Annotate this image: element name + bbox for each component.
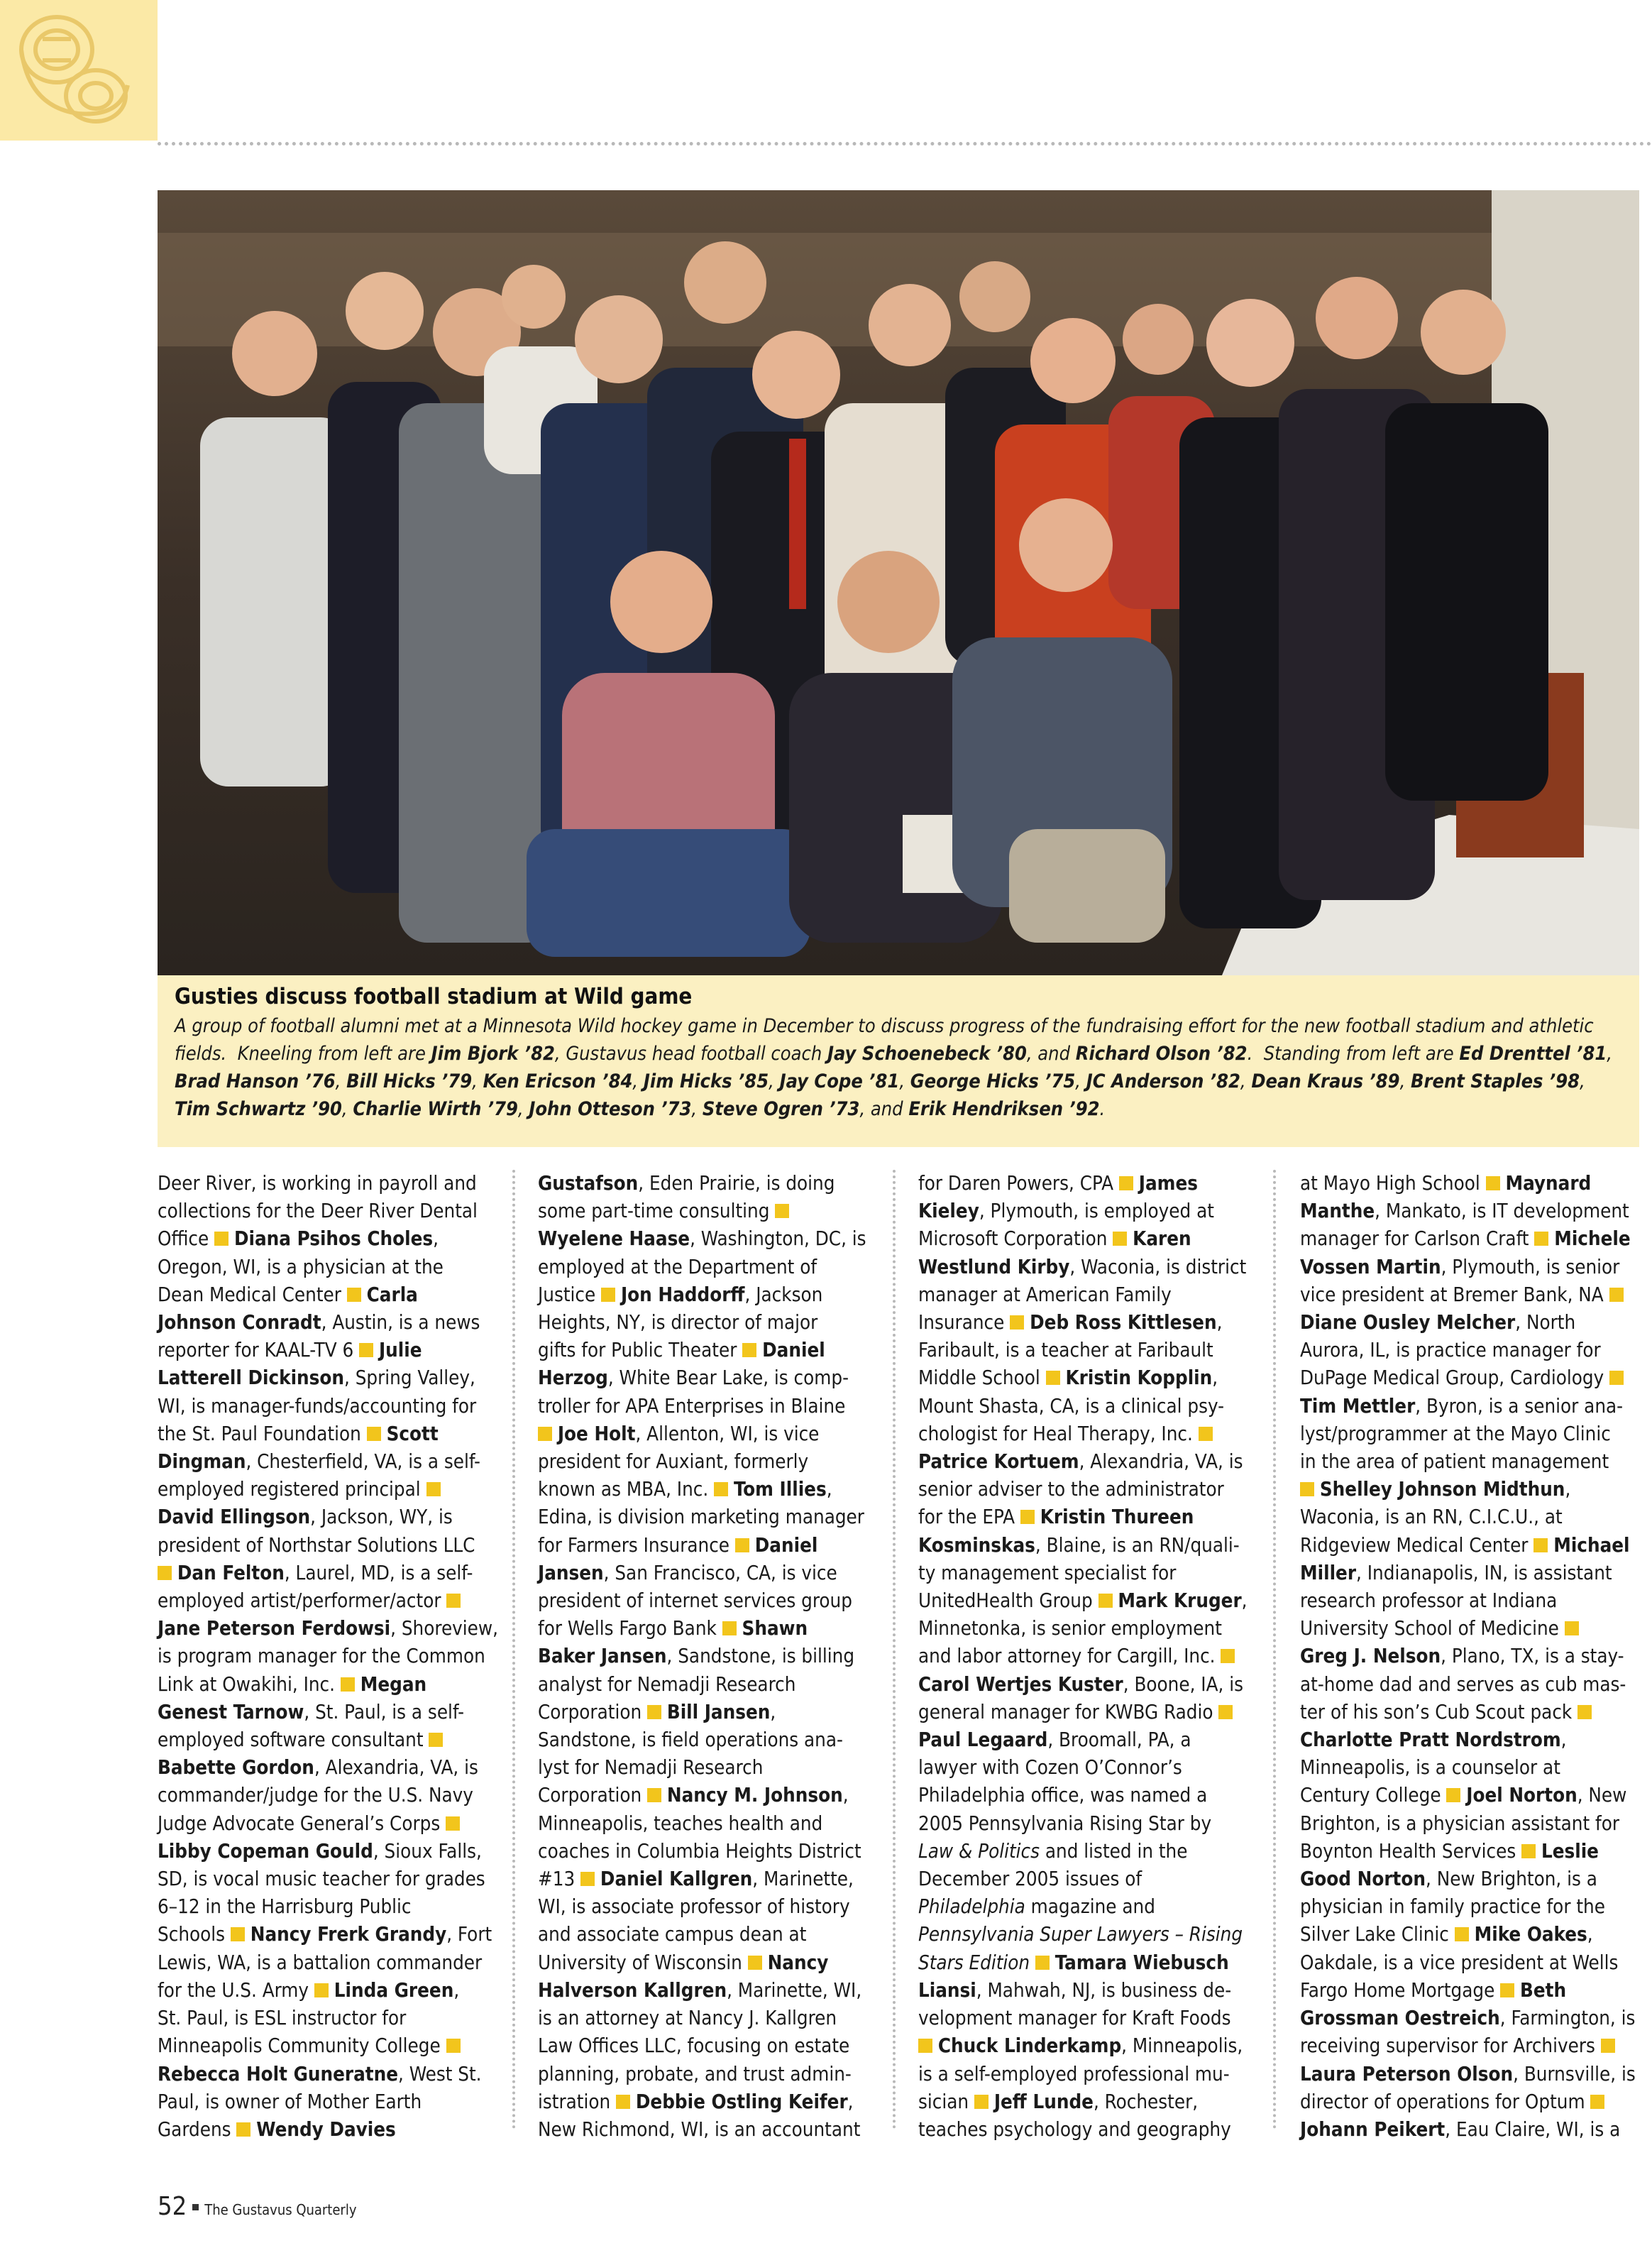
column-line: employed software consultant [158,1726,487,1754]
column-line: Sandstone, is field operations ana- [538,1728,843,1752]
column-line: Ridgeview Medical Center Michael [1300,1533,1630,1557]
yellow-square-bullet-icon [359,1343,373,1357]
column-line: WI, is manager-funds/accounting for [158,1394,477,1418]
column-line: Libby Copeman Gould, Sioux Falls, [158,1839,482,1863]
column-line: ty management specialist for [918,1561,1177,1584]
column-line: Baker Jansen, Sandstone, is billing [538,1645,855,1668]
column-line: Jane Peterson Ferdowsi, Shoreview, [158,1617,498,1640]
column-line: employed registered principal [158,1476,487,1503]
yellow-square-bullet-icon [1577,1705,1592,1719]
yellow-square-bullet-icon [1609,1288,1624,1302]
column-line: Law Offices LLC, focusing on estate [538,2034,850,2058]
column-line: Liansi, Mahwah, NJ, is business de- [918,1978,1232,2002]
column-line: Philadelphia magazine and [918,1895,1155,1919]
yellow-square-bullet-icon [775,1204,789,1218]
column-line: president of internet services group [538,1589,852,1613]
column-line: Chuck Linderkamp, Minneapolis, [918,2032,1248,2060]
page-folio [158,2192,356,2221]
column-line: Greg J. Nelson, Plano, TX, is a stay- [1300,1645,1624,1668]
column-line: Law & Politics and listed in the [918,1839,1188,1863]
column-line: Joe Holt, Allenton, WI, is vice [538,1420,867,1448]
column-line: Good Norton, New Brighton, is a [1300,1868,1597,1891]
column-line: analyst for Nemadji Research [538,1672,796,1696]
yellow-square-bullet-icon [1119,1176,1133,1190]
yellow-square-bullet-icon [1455,1927,1469,1941]
column-line: Manthe, Mankato, is IT development [1300,1200,1629,1223]
yellow-square-bullet-icon [214,1232,228,1246]
column-line: Link at Owakihi, Inc. Megan [158,1672,427,1696]
column-line: Gustafson, Eden Prairie, is doing [538,1172,835,1195]
yellow-square-bullet-icon [1098,1594,1113,1608]
text-column-4 [1300,1170,1636,2144]
yellow-square-bullet-icon [446,1594,461,1608]
yellow-square-bullet-icon [1521,1844,1536,1858]
folio-bullet [192,2204,199,2210]
yellow-square-bullet-icon [1590,2095,1604,2109]
column-line: Middle School Kristin Kopplin, [918,1366,1218,1390]
column-line: lyst/programmer at the Mayo Clinic [1300,1422,1611,1445]
column-line: in the area of patient management [1300,1450,1609,1474]
caption-body: A group of football alumni met at a Minnesota Wild hockey game in December to discuss progress of the fundraising effort for the new football stadium and athletic fields. Kneeling from left are Jim Bjork ’82, Gustavus head football coach Jay Schoenebeck ’80, and Richard Olson ’82. Standing from left are Ed Drenttel ’81, Brad Hanson ’76, Bill Hicks ’79, Ken Ericson ’84, Jim Hicks ’85, Jay Cope ’81, George Hicks ’75, JC Anderson ’82, Dean Kraus ’89, Brent Staples ’98, Tim Schwartz ’90, Charlie Wirth ’79, John Otteson ’73, Steve Ogren ’73, and Erik Hendriksen ’92. [175,1015,1613,1120]
column-line: Tim Mettler, Byron, is a senior ana- [1300,1394,1624,1418]
yellow-square-bullet-icon [1046,1371,1060,1385]
yellow-square-bullet-icon [446,2039,461,2053]
column-line: 6–12 in the Harrisburg Public [158,1895,412,1919]
column-line: manager for Carlson Craft Michele [1300,1227,1631,1251]
column-line: St. Paul, is ESL instructor for [158,2007,407,2030]
yellow-square-bullet-icon [647,1705,661,1719]
column-line: Faribault, is a teacher at Faribault [918,1339,1213,1362]
column-line: University School of Medicine [1300,1615,1629,1643]
column-line: known as MBA, Inc. Tom Illies, [538,1478,832,1501]
column-line: Silver Lake Clinic Mike Oakes, [1300,1923,1593,1946]
column-line: Paul Legaard, Broomall, PA, a [918,1728,1191,1752]
photo-caption [158,975,1639,1147]
column-line: planning, probate, and trust admin- [538,2062,852,2085]
header-dotted-rule [158,142,1652,146]
column-line: is an attorney at Nancy J. Kallgren [538,2007,837,2030]
column-separator [512,1170,515,2129]
yellow-square-bullet-icon [1035,1956,1050,1970]
yellow-square-bullet-icon [748,1956,762,1970]
column-line: physician in family practice for the [1300,1895,1605,1919]
yellow-square-bullet-icon [1020,1510,1035,1524]
yellow-square-bullet-icon [236,2122,250,2137]
column-line: 2005 Pennsylvania Rising Star by [918,1811,1212,1835]
yellow-square-bullet-icon [158,1566,172,1580]
column-line: Minneapolis, is a counselor at [1300,1756,1560,1780]
column-line: for the EPA Kristin Thureen [918,1506,1194,1529]
column-line: Genest Tarnow, St. Paul, is a self- [158,1700,465,1723]
yellow-square-bullet-icon [974,2095,989,2109]
logo-tab [0,0,158,141]
column-line: Vossen Martin, Plymouth, is senior [1300,1255,1620,1278]
column-line: Dingman, Chesterfield, VA, is a self- [158,1450,480,1474]
column-line: UnitedHealth Group Mark Kruger, [918,1589,1248,1613]
column-line: general manager for KWBG Radio [918,1699,1248,1726]
yellow-square-bullet-icon [580,1872,595,1886]
column-line: Jansen, San Francisco, CA, is vice [538,1561,837,1584]
column-line: Halverson Kallgren, Marinette, WI, [538,1978,862,2002]
column-line: the St. Paul Foundation Scott [158,1422,439,1445]
column-line: istration Debbie Ostling Keifer, [538,2090,854,2113]
column-line: ter of his son’s Cub Scout pack [1300,1699,1629,1726]
column-line: Pennsylvania Super Lawyers – Rising [918,1923,1243,1946]
column-line: gifts for Public Theater Daniel [538,1339,825,1362]
yellow-square-bullet-icon [1218,1705,1233,1719]
column-line: Lewis, WA, is a battalion commander [158,1951,483,1974]
column-line: Johnson Conradt, Austin, is a news [158,1311,480,1334]
yellow-square-bullet-icon [231,1927,245,1941]
column-line: Edina, is division marketing manager [538,1506,864,1529]
column-line: Diane Ousley Melcher, North [1300,1311,1576,1334]
column-line: Dan Felton, Laurel, MD, is a self- [158,1559,487,1587]
column-line: Kieley, Plymouth, is employed at [918,1200,1214,1223]
yellow-square-bullet-icon [1500,1983,1514,1997]
column-line: Johann Peikert, Eau Claire, WI, is a [1300,2117,1621,2141]
column-line: Patrice Kortuem, Alexandria, VA, is [918,1450,1243,1474]
column-line: Justice Jon Haddorff, Jackson [538,1283,823,1306]
column-line: Herzog, White Bear Lake, is comp- [538,1366,849,1390]
yellow-square-bullet-icon [429,1733,443,1747]
column-line: lawyer with Cozen O’Connor’s [918,1756,1182,1780]
text-column-1 [158,1170,498,2144]
yellow-square-bullet-icon [347,1288,361,1302]
class-ring-icon [0,0,158,141]
column-line: Century College Joel Norton, New [1300,1784,1627,1807]
column-line: collections for the Deer River Dental [158,1200,478,1223]
column-separator [893,1170,896,2129]
column-line: December 2005 issues of [918,1868,1142,1891]
column-line: David Ellingson, Jackson, WY, is [158,1506,453,1529]
page-number: 52 [158,2192,187,2221]
column-line: employed artist/performer/actor [158,1587,487,1615]
yellow-square-bullet-icon [616,2095,630,2109]
column-line: Stars Edition Tamara Wiebusch [918,1951,1229,1974]
column-line: for Farmers Insurance Daniel [538,1533,818,1557]
column-line: teaches psychology and geography [918,2117,1231,2141]
column-line: Corporation Nancy M. Johnson, [538,1784,849,1807]
column-line: commander/judge for the U.S. Navy [158,1784,473,1807]
column-line: receiving supervisor for Archivers [1300,2032,1629,2060]
column-line: for the U.S. Army Linda Green, [158,1978,460,2002]
column-line: president of Northstar Solutions LLC [158,1533,475,1557]
column-line: Carol Wertjes Kuster, Boone, IA, is [918,1672,1243,1696]
yellow-square-bullet-icon [647,1788,661,1802]
yellow-square-bullet-icon [714,1482,728,1496]
publication-name: The Gustavus Quarterly [204,2201,357,2218]
yellow-square-bullet-icon [1113,1232,1127,1246]
yellow-square-bullet-icon [601,1288,615,1302]
column-line: director of operations for Optum [1300,2088,1629,2116]
yellow-square-bullet-icon [341,1677,355,1692]
yellow-square-bullet-icon [918,2039,932,2053]
column-line: Grossman Oestreich, Farmington, is [1300,2007,1636,2030]
column-line: Office Diana Psihos Choles, [158,1227,439,1251]
column-line: New Richmond, WI, is an accountant [538,2117,861,2141]
column-line: manager at American Family [918,1283,1172,1306]
column-line: some part-time consulting [538,1197,867,1225]
column-line: Minneapolis, teaches health and [538,1811,823,1835]
group-photo [158,190,1639,975]
yellow-square-bullet-icon [1300,1482,1314,1496]
column-line: at-home dad and serves as cub mas- [1300,1672,1626,1696]
yellow-square-bullet-icon [538,1427,552,1441]
yellow-square-bullet-icon [722,1621,737,1635]
column-separator [1273,1170,1276,2129]
text-column-3 [918,1170,1248,2144]
column-line: chologist for Heal Therapy, Inc. [918,1420,1248,1448]
column-line: Westlund Kirby, Waconia, is district [918,1255,1247,1278]
column-line: Dean Medical Center Carla [158,1283,418,1306]
yellow-square-bullet-icon [1565,1621,1579,1635]
column-line: for Daren Powers, CPA James [918,1172,1198,1195]
column-line: Charlotte Pratt Nordstrom, [1300,1728,1567,1752]
column-line: and labor attorney for Cargill, Inc. [918,1643,1248,1670]
column-line: lyst for Nemadji Research [538,1756,764,1780]
column-line: is a self-employed professional mu- [918,2062,1230,2085]
yellow-square-bullet-icon [1199,1427,1213,1441]
column-line: senior adviser to the administrator [918,1478,1224,1501]
yellow-square-bullet-icon [314,1983,329,1997]
photo-illustration [158,190,1639,975]
column-line: Oregon, WI, is a physician at the [158,1255,444,1278]
column-line: vice president at Bremer Bank, NA [1300,1281,1629,1309]
yellow-square-bullet-icon [367,1427,381,1441]
column-line: Waconia, is an RN, C.I.C.U., at [1300,1506,1563,1529]
column-line: Corporation Bill Jansen, [538,1700,776,1723]
yellow-square-bullet-icon [735,1538,749,1552]
column-line: Kosminskas, Blaine, is an RN/quali- [918,1533,1240,1557]
column-line: Philadelphia office, was named a [918,1784,1208,1807]
column-line: velopment manager for Kraft Foods [918,2007,1231,2030]
column-line: Heights, NY, is director of major [538,1311,818,1334]
yellow-square-bullet-icon [1486,1176,1500,1190]
column-line: Shelley Johnson Midthun, [1300,1476,1629,1503]
column-line: troller for APA Enterprises in Blaine [538,1394,846,1418]
column-line: Brighton, is a physician assistant for [1300,1811,1620,1835]
column-line: Mount Shasta, CA, is a clinical psy- [918,1394,1225,1418]
column-line: Judge Advocate General’s Corps [158,1810,487,1838]
column-line: research professor at Indiana [1300,1589,1558,1613]
column-line: Schools Nancy Frerk Grandy, Fort [158,1923,492,1946]
yellow-square-bullet-icon [1010,1315,1024,1330]
column-line: #13 Daniel Kallgren, Marinette, [538,1868,854,1891]
yellow-square-bullet-icon [1534,1232,1548,1246]
column-line: for Wells Fargo Bank Shawn [538,1617,808,1640]
yellow-square-bullet-icon [1609,1371,1624,1385]
column-line: is program manager for the Common [158,1645,485,1668]
column-line: Rebecca Holt Guneratne, West St. [158,2062,482,2085]
column-line: DuPage Medical Group, Cardiology [1300,1364,1629,1392]
column-line: Microsoft Corporation Karen [918,1227,1191,1251]
column-line: employed at the Department of [538,1255,817,1278]
column-line: Paul, is owner of Mother Earth [158,2090,422,2113]
column-line: University of Wisconsin Nancy [538,1951,829,1974]
column-line: coaches in Columbia Heights District [538,1839,861,1863]
yellow-square-bullet-icon [446,1816,460,1831]
yellow-square-bullet-icon [1446,1788,1460,1802]
yellow-square-bullet-icon [1533,1538,1548,1552]
column-line: at Mayo High School Maynard [1300,1172,1592,1195]
column-line: WI, is associate professor of history [538,1895,850,1919]
column-line: Latterell Dickinson, Spring Valley, [158,1366,475,1390]
column-line: Minneapolis Community College [158,2032,487,2060]
yellow-square-bullet-icon [426,1482,441,1496]
column-line: Deer River, is working in payroll and [158,1172,477,1195]
column-line: Insurance Deb Ross Kittlesen, [918,1311,1223,1334]
column-line: Miller, Indianapolis, IN, is assistant [1300,1561,1612,1584]
column-line: and associate campus dean at [538,1923,807,1946]
yellow-square-bullet-icon [1601,2039,1615,2053]
yellow-square-bullet-icon [742,1343,756,1357]
column-line: Laura Peterson Olson, Burnsville, is [1300,2062,1636,2085]
caption-title: Gusties discuss football stadium at Wild game [175,984,693,1009]
column-line: reporter for KAAL-TV 6 Julie [158,1339,422,1362]
column-line: Fargo Home Mortgage Beth [1300,1978,1567,2002]
text-column-2 [538,1170,867,2144]
column-line: SD, is vocal music teacher for grades [158,1868,485,1891]
column-line: Wyelene Haase, Washington, DC, is [538,1227,866,1251]
column-line: Minnetonka, is senior employment [918,1617,1222,1640]
column-line: president for Auxiant, formerly [538,1450,809,1474]
column-line: Aurora, IL, is practice manager for [1300,1339,1601,1362]
column-line: Boynton Health Services Leslie [1300,1839,1599,1863]
column-line: sician Jeff Lunde, Rochester, [918,2090,1199,2113]
column-line: Oakdale, is a vice president at Wells [1300,1951,1619,1974]
yellow-square-bullet-icon [1221,1649,1235,1663]
column-line: Babette Gordon, Alexandria, VA, is [158,1756,478,1780]
column-line: Gardens Wendy Davies [158,2117,396,2141]
